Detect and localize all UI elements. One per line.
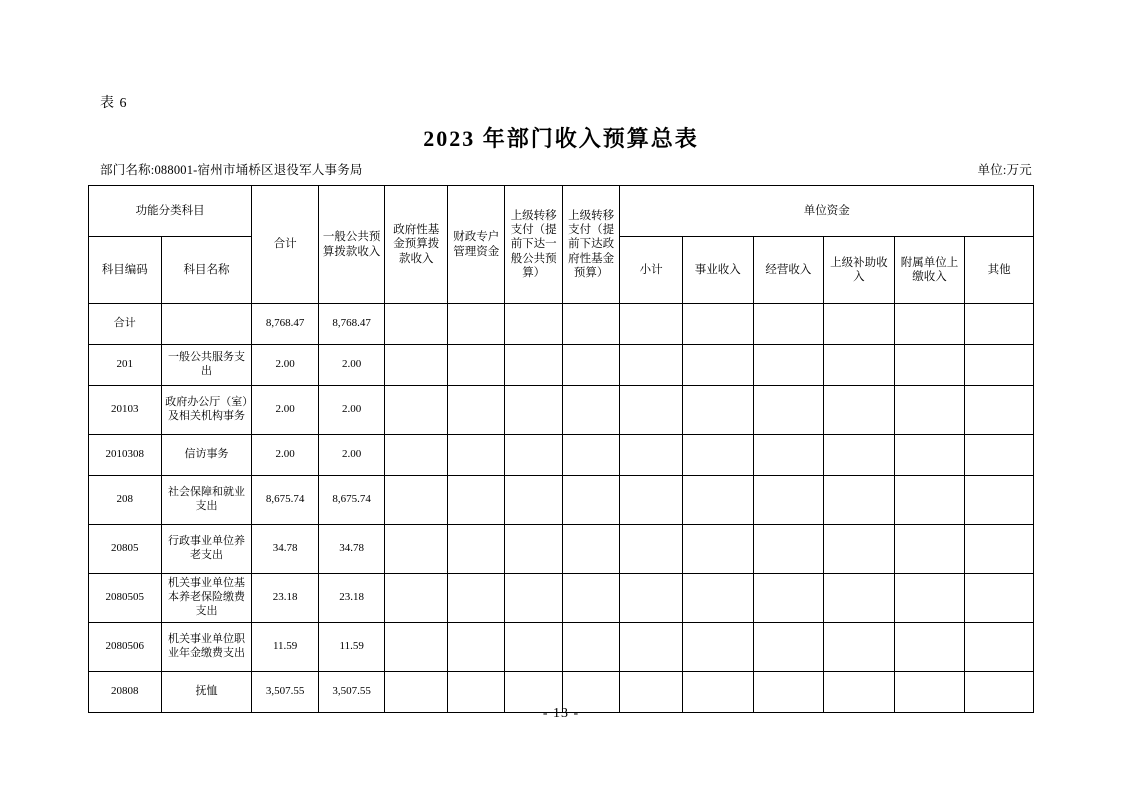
cell-other — [965, 435, 1034, 476]
cell-code: 208 — [89, 476, 162, 525]
cell-career-income — [682, 345, 753, 386]
table-row — [89, 304, 1034, 345]
cell-business-income — [753, 525, 824, 574]
cell-transfer-public — [505, 574, 562, 623]
cell-superior-subsidy — [824, 574, 895, 623]
header-transfer-fund: 上级转移支付（提前下达政府性基金预算） — [562, 186, 619, 304]
cell-name: 政府办公厅（室）及相关机构事务 — [161, 386, 252, 435]
cell-subtotal — [620, 386, 683, 435]
cell-superior-subsidy — [824, 476, 895, 525]
cell-affiliated-paid — [894, 304, 965, 345]
cell-code: 2080506 — [89, 623, 162, 672]
cell-total: 2.00 — [252, 345, 319, 386]
cell-subtotal — [620, 525, 683, 574]
cell-business-income — [753, 435, 824, 476]
cell-public-budget: 11.59 — [318, 623, 385, 672]
amount-unit: 单位:万元 — [977, 163, 1032, 177]
cell-transfer-public — [505, 476, 562, 525]
cell-public-budget: 2.00 — [318, 345, 385, 386]
cell-affiliated-paid — [894, 435, 965, 476]
cell-total: 23.18 — [252, 574, 319, 623]
header-career-income: 事业收入 — [682, 237, 753, 304]
cell-total: 34.78 — [252, 525, 319, 574]
table-row — [89, 623, 1034, 672]
cell-total: 2.00 — [252, 386, 319, 435]
cell-public-budget: 3,507.55 — [318, 672, 385, 713]
cell-special-account — [447, 345, 504, 386]
cell-special-account — [447, 525, 504, 574]
cell-superior-subsidy — [824, 525, 895, 574]
cell-subtotal — [620, 435, 683, 476]
header-gov-fund: 政府性基金预算拨款收入 — [385, 186, 448, 304]
cell-transfer-public — [505, 304, 562, 345]
cell-subtotal — [620, 623, 683, 672]
table-row — [89, 525, 1034, 574]
cell-career-income — [682, 574, 753, 623]
cell-public-budget: 34.78 — [318, 525, 385, 574]
cell-code: 201 — [89, 345, 162, 386]
cell-career-income — [682, 304, 753, 345]
table-header — [89, 186, 1034, 304]
cell-transfer-fund — [562, 623, 619, 672]
cell-public-budget: 23.18 — [318, 574, 385, 623]
cell-subtotal — [620, 304, 683, 345]
cell-transfer-fund — [562, 304, 619, 345]
cell-special-account — [447, 435, 504, 476]
table-row — [89, 476, 1034, 525]
cell-transfer-fund — [562, 476, 619, 525]
cell-affiliated-paid — [894, 386, 965, 435]
cell-superior-subsidy — [824, 345, 895, 386]
cell-code: 20805 — [89, 525, 162, 574]
cell-business-income — [753, 623, 824, 672]
cell-public-budget: 2.00 — [318, 435, 385, 476]
cell-transfer-fund — [562, 435, 619, 476]
cell-gov-fund — [385, 345, 448, 386]
cell-transfer-public — [505, 435, 562, 476]
cell-name: 行政事业单位养老支出 — [161, 525, 252, 574]
cell-gov-fund — [385, 525, 448, 574]
department-name: 部门名称:088001-宿州市埇桥区退役军人事务局 — [100, 163, 363, 177]
cell-other — [965, 304, 1034, 345]
cell-affiliated-paid — [894, 345, 965, 386]
cell-subtotal — [620, 476, 683, 525]
cell-gov-fund — [385, 476, 448, 525]
cell-transfer-public — [505, 623, 562, 672]
header-total: 合计 — [252, 186, 319, 304]
cell-name: 社会保障和就业支出 — [161, 476, 252, 525]
cell-transfer-fund — [562, 386, 619, 435]
cell-other — [965, 623, 1034, 672]
header-subtotal: 小计 — [620, 237, 683, 304]
cell-superior-subsidy — [824, 304, 895, 345]
header-group-classification: 功能分类科目 — [89, 186, 252, 237]
cell-code: 2010308 — [89, 435, 162, 476]
cell-superior-subsidy — [824, 386, 895, 435]
header-transfer-public: 上级转移支付（提前下达一般公共预算） — [505, 186, 562, 304]
cell-code: 20103 — [89, 386, 162, 435]
cell-special-account — [447, 476, 504, 525]
cell-total: 11.59 — [252, 623, 319, 672]
cell-public-budget: 8,675.74 — [318, 476, 385, 525]
cell-code: 2080505 — [89, 574, 162, 623]
page-number: - 13 - — [542, 706, 580, 721]
cell-gov-fund — [385, 386, 448, 435]
cell-career-income — [682, 435, 753, 476]
cell-gov-fund — [385, 574, 448, 623]
cell-public-budget: 8,768.47 — [318, 304, 385, 345]
cell-subtotal — [620, 345, 683, 386]
cell-career-income — [682, 386, 753, 435]
cell-transfer-fund — [562, 345, 619, 386]
cell-special-account — [447, 386, 504, 435]
header-other: 其他 — [965, 237, 1034, 304]
cell-total: 8,675.74 — [252, 476, 319, 525]
cell-name: 信访事务 — [161, 435, 252, 476]
cell-business-income — [753, 386, 824, 435]
cell-total: 2.00 — [252, 435, 319, 476]
cell-affiliated-paid — [894, 525, 965, 574]
cell-affiliated-paid — [894, 574, 965, 623]
cell-total: 8,768.47 — [252, 304, 319, 345]
cell-transfer-public — [505, 386, 562, 435]
header-business-income: 经营收入 — [753, 237, 824, 304]
table-row — [89, 574, 1034, 623]
cell-transfer-public — [505, 345, 562, 386]
cell-name: 抚恤 — [161, 672, 252, 713]
table-row — [89, 386, 1034, 435]
cell-transfer-public — [505, 525, 562, 574]
cell-gov-fund — [385, 435, 448, 476]
header-subject-code: 科目编码 — [89, 237, 162, 304]
budget-table — [88, 185, 1034, 713]
cell-superior-subsidy — [824, 623, 895, 672]
table-row — [89, 435, 1034, 476]
sheet-label: 表 6 — [100, 96, 128, 111]
cell-code: 合计 — [89, 304, 162, 345]
cell-name: 一般公共服务支出 — [161, 345, 252, 386]
cell-other — [965, 386, 1034, 435]
header-superior-subsidy: 上级补助收入 — [824, 237, 895, 304]
cell-code: 20808 — [89, 672, 162, 713]
header-special-account: 财政专户管理资金 — [447, 186, 504, 304]
cell-career-income — [682, 476, 753, 525]
cell-gov-fund — [385, 304, 448, 345]
cell-special-account — [447, 623, 504, 672]
cell-other — [965, 525, 1034, 574]
header-subject-name: 科目名称 — [161, 237, 252, 304]
cell-name — [161, 304, 252, 345]
cell-career-income — [682, 525, 753, 574]
cell-total: 3,507.55 — [252, 672, 319, 713]
cell-other — [965, 345, 1034, 386]
cell-transfer-fund — [562, 525, 619, 574]
cell-other — [965, 574, 1034, 623]
cell-public-budget: 2.00 — [318, 386, 385, 435]
cell-special-account — [447, 574, 504, 623]
cell-business-income — [753, 476, 824, 525]
cell-career-income — [682, 623, 753, 672]
header-affiliated-paid: 附属单位上缴收入 — [894, 237, 965, 304]
cell-affiliated-paid — [894, 476, 965, 525]
table-row — [89, 345, 1034, 386]
cell-transfer-fund — [562, 574, 619, 623]
header-group-unit-funds: 单位资金 — [620, 186, 1034, 237]
cell-special-account — [447, 304, 504, 345]
cell-name: 机关事业单位基本养老保险缴费支出 — [161, 574, 252, 623]
cell-name: 机关事业单位职业年金缴费支出 — [161, 623, 252, 672]
page-title: 2023 年部门收入预算总表 — [423, 126, 699, 151]
cell-subtotal — [620, 574, 683, 623]
header-public-budget: 一般公共预算拨款收入 — [318, 186, 385, 304]
cell-superior-subsidy — [824, 435, 895, 476]
cell-other — [965, 476, 1034, 525]
meta-row — [100, 160, 1032, 178]
cell-business-income — [753, 304, 824, 345]
cell-business-income — [753, 345, 824, 386]
cell-affiliated-paid — [894, 623, 965, 672]
cell-business-income — [753, 574, 824, 623]
cell-gov-fund — [385, 623, 448, 672]
table-body — [89, 304, 1034, 713]
